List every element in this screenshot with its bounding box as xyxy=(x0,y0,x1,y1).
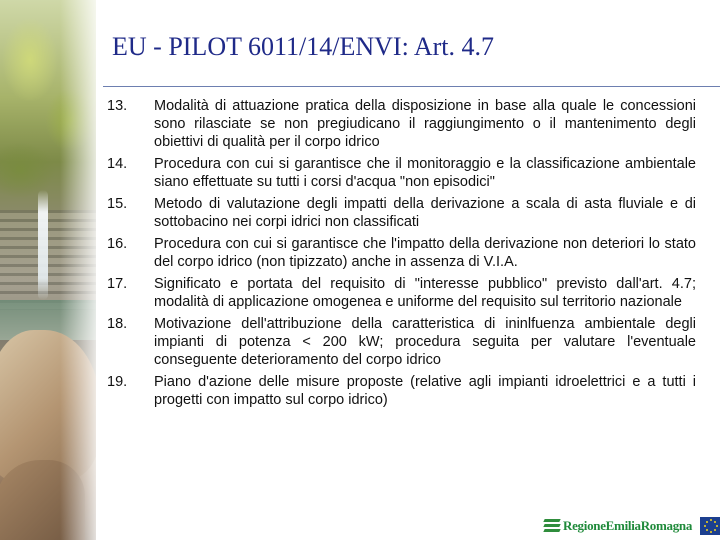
waterfall xyxy=(38,190,48,300)
list-item xyxy=(107,315,696,369)
item-text: Significato e portata del requisito di "interesse pubblico" previsto dall'art. 4.7; modalità di applicazione omogenea e uniforme del requisito sul territorio nazionale xyxy=(154,276,696,310)
item-number: 16. xyxy=(107,236,128,252)
list-item xyxy=(107,97,696,151)
item-text: Piano d'azione delle misure proposte (relative agli impianti idroelettrici e a tutti i progetti con impatto sul corpo idrico) xyxy=(154,374,696,408)
item-number: 17. xyxy=(107,276,128,292)
logo-stripes-icon xyxy=(544,519,560,533)
list-item xyxy=(107,373,696,409)
item-text: Motivazione dell'attribuzione della caratteristica di ininlfuenza ambientale degli impianti di potenza < 200 kW; procedura seguita per valutare l'eventuale conseguente deterioramento del corpo idrico xyxy=(154,316,696,368)
regione-emilia-romagna-logo xyxy=(544,515,720,537)
list-item xyxy=(107,235,696,271)
item-text: Procedura con cui si garantisce che il monitoraggio e la classificazione ambientale siano effettuate su tutti i corsi d'acqua "non episodici" xyxy=(154,156,696,190)
item-number: 19. xyxy=(107,374,128,390)
requirements-list xyxy=(107,97,696,413)
list-item xyxy=(107,155,696,191)
title-divider xyxy=(103,86,720,87)
list-item xyxy=(107,195,696,231)
list-item xyxy=(107,275,696,311)
photo-fade xyxy=(60,0,100,540)
slide-title: EU - PILOT 6011/14/ENVI: Art. 4.7 xyxy=(112,32,495,61)
item-number: 14. xyxy=(107,156,128,172)
item-number: 18. xyxy=(107,316,128,332)
item-text: Modalità di attuazione pratica della disposizione in base alla quale le concessioni sono rilasciate se non pregiudicano il raggiungimento o il mantenimento degli obiettivi di qualità per il corpo idrico xyxy=(154,98,696,150)
eu-flag-icon xyxy=(700,517,720,535)
item-text: Procedura con cui si garantisce che l'impatto della derivazione non deteriori lo stato del corpo idrico (non tipizzato) anche in assenza di V.I.A. xyxy=(154,236,696,270)
item-text: Metodo di valutazione degli impatti della derivazione a scala di asta fluviale e di sottobacino nei corpi idrici non classificati xyxy=(154,196,696,230)
item-number: 15. xyxy=(107,196,128,212)
logo-text: RegioneEmiliaRomagna xyxy=(563,518,693,533)
item-number: 13. xyxy=(107,98,128,114)
